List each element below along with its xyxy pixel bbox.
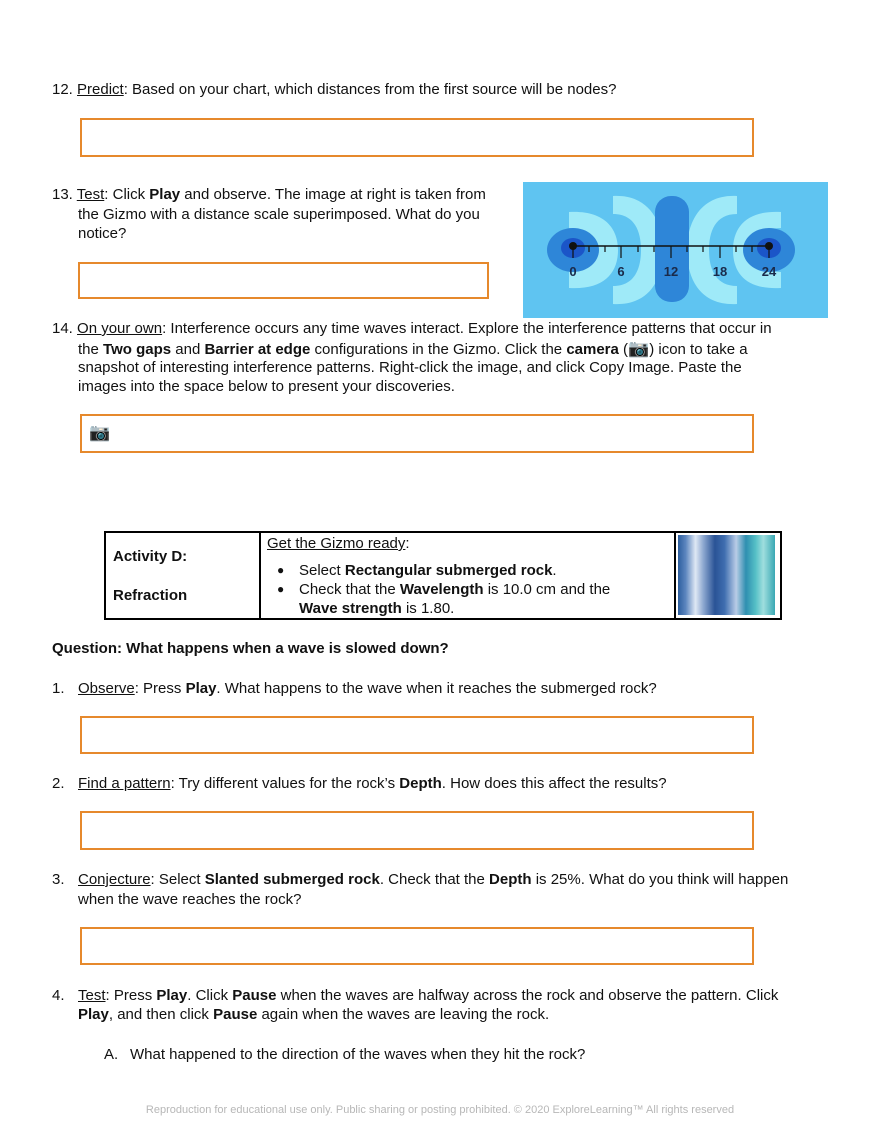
q14-line2: the Two gaps and Barrier at edge configurations in the Gizmo. Click the camera (📷) icon to take a (78, 339, 748, 358)
question-14: 14. On your own: Interference occurs any time waves interact. Explore the interference patterns that occur in (52, 320, 772, 337)
scale-tick-label: 18 (712, 264, 728, 279)
q14-line3: snapshot of interesting interference patterns. Right-click the image, and click Copy Image. Paste the (78, 359, 742, 376)
item-4: 4. Test: Press Play. Click Pause when the waves are halfway across the rock and observe the pattern. Click (52, 987, 779, 1004)
item-4a: A. What happened to the direction of the waves when they hit the rock? (104, 1046, 586, 1063)
answer-box-2[interactable] (80, 811, 754, 850)
activity-subtitle: Refraction (113, 587, 188, 604)
item-4-line2: Play, and then click Pause again when the waves are leaving the rock. (78, 1006, 550, 1023)
scale-tick-label: 6 (617, 264, 625, 279)
answer-box-12[interactable] (80, 118, 754, 157)
item-3: 3. Conjecture: Select Slanted submerged rock. Check that the Depth is 25%. What do you think will happen (52, 871, 789, 888)
activity-title: Activity D: (113, 548, 188, 565)
item-1: 1. Observe: Press Play. What happens to the wave when it reaches the submerged rock? (52, 680, 657, 697)
camera-icon[interactable]: 📷 (89, 423, 111, 442)
question-13: 13. Test: Click Play and observe. The image at right is taken from (52, 186, 486, 203)
activity-table (104, 531, 782, 620)
scale-tick-label: 12 (663, 264, 679, 279)
setup-bullet-1: ● Select Rectangular submerged rock. (261, 561, 674, 580)
footer-copyright: Reproduction for educational use only. Public sharing or posting prohibited. © 2020 ExploreLearning™ All rights reserved (145, 1104, 735, 1116)
answer-box-1[interactable] (80, 716, 754, 754)
question-heading: Question: What happens when a wave is slowed down? (52, 640, 449, 657)
refraction-thumbnail (678, 535, 775, 615)
activity-image-cell (675, 532, 781, 619)
item-3-line2: when the wave reaches the rock? (78, 891, 302, 908)
question-12: 12. Predict: Based on your chart, which distances from the first source will be nodes? (52, 81, 617, 98)
scale-tick-label: 0 (569, 264, 577, 279)
camera-icon: 📷 (628, 339, 650, 358)
answer-box-3[interactable] (80, 927, 754, 965)
q12-label: Predict (77, 81, 124, 98)
activity-setup-cell: Get the Gizmo ready: ● Select Rectangular submerged rock. ● Check that the Wavelength is 10.0 cm and the Wave strength is 1.80. (260, 532, 675, 619)
gizmo-ready-label: Get the Gizmo ready (267, 535, 406, 552)
interference-pattern-image (523, 182, 828, 318)
q13-line3: notice? (78, 225, 127, 242)
q13-line2: the Gizmo with a distance scale superimposed. What do you (78, 206, 480, 223)
answer-box-13[interactable] (78, 262, 489, 299)
setup-bullet-2: ● Check that the Wavelength is 10.0 cm and the Wave strength is 1.80. (261, 580, 674, 618)
activity-title-cell (105, 532, 260, 619)
item-2: 2. Find a pattern: Try different values for the rock’s Depth. How does this affect the results? (52, 775, 667, 792)
scale-tick-label: 24 (761, 264, 777, 279)
answer-box-14[interactable] (80, 414, 754, 453)
q14-line4: images into the space below to present your discoveries. (78, 378, 455, 395)
